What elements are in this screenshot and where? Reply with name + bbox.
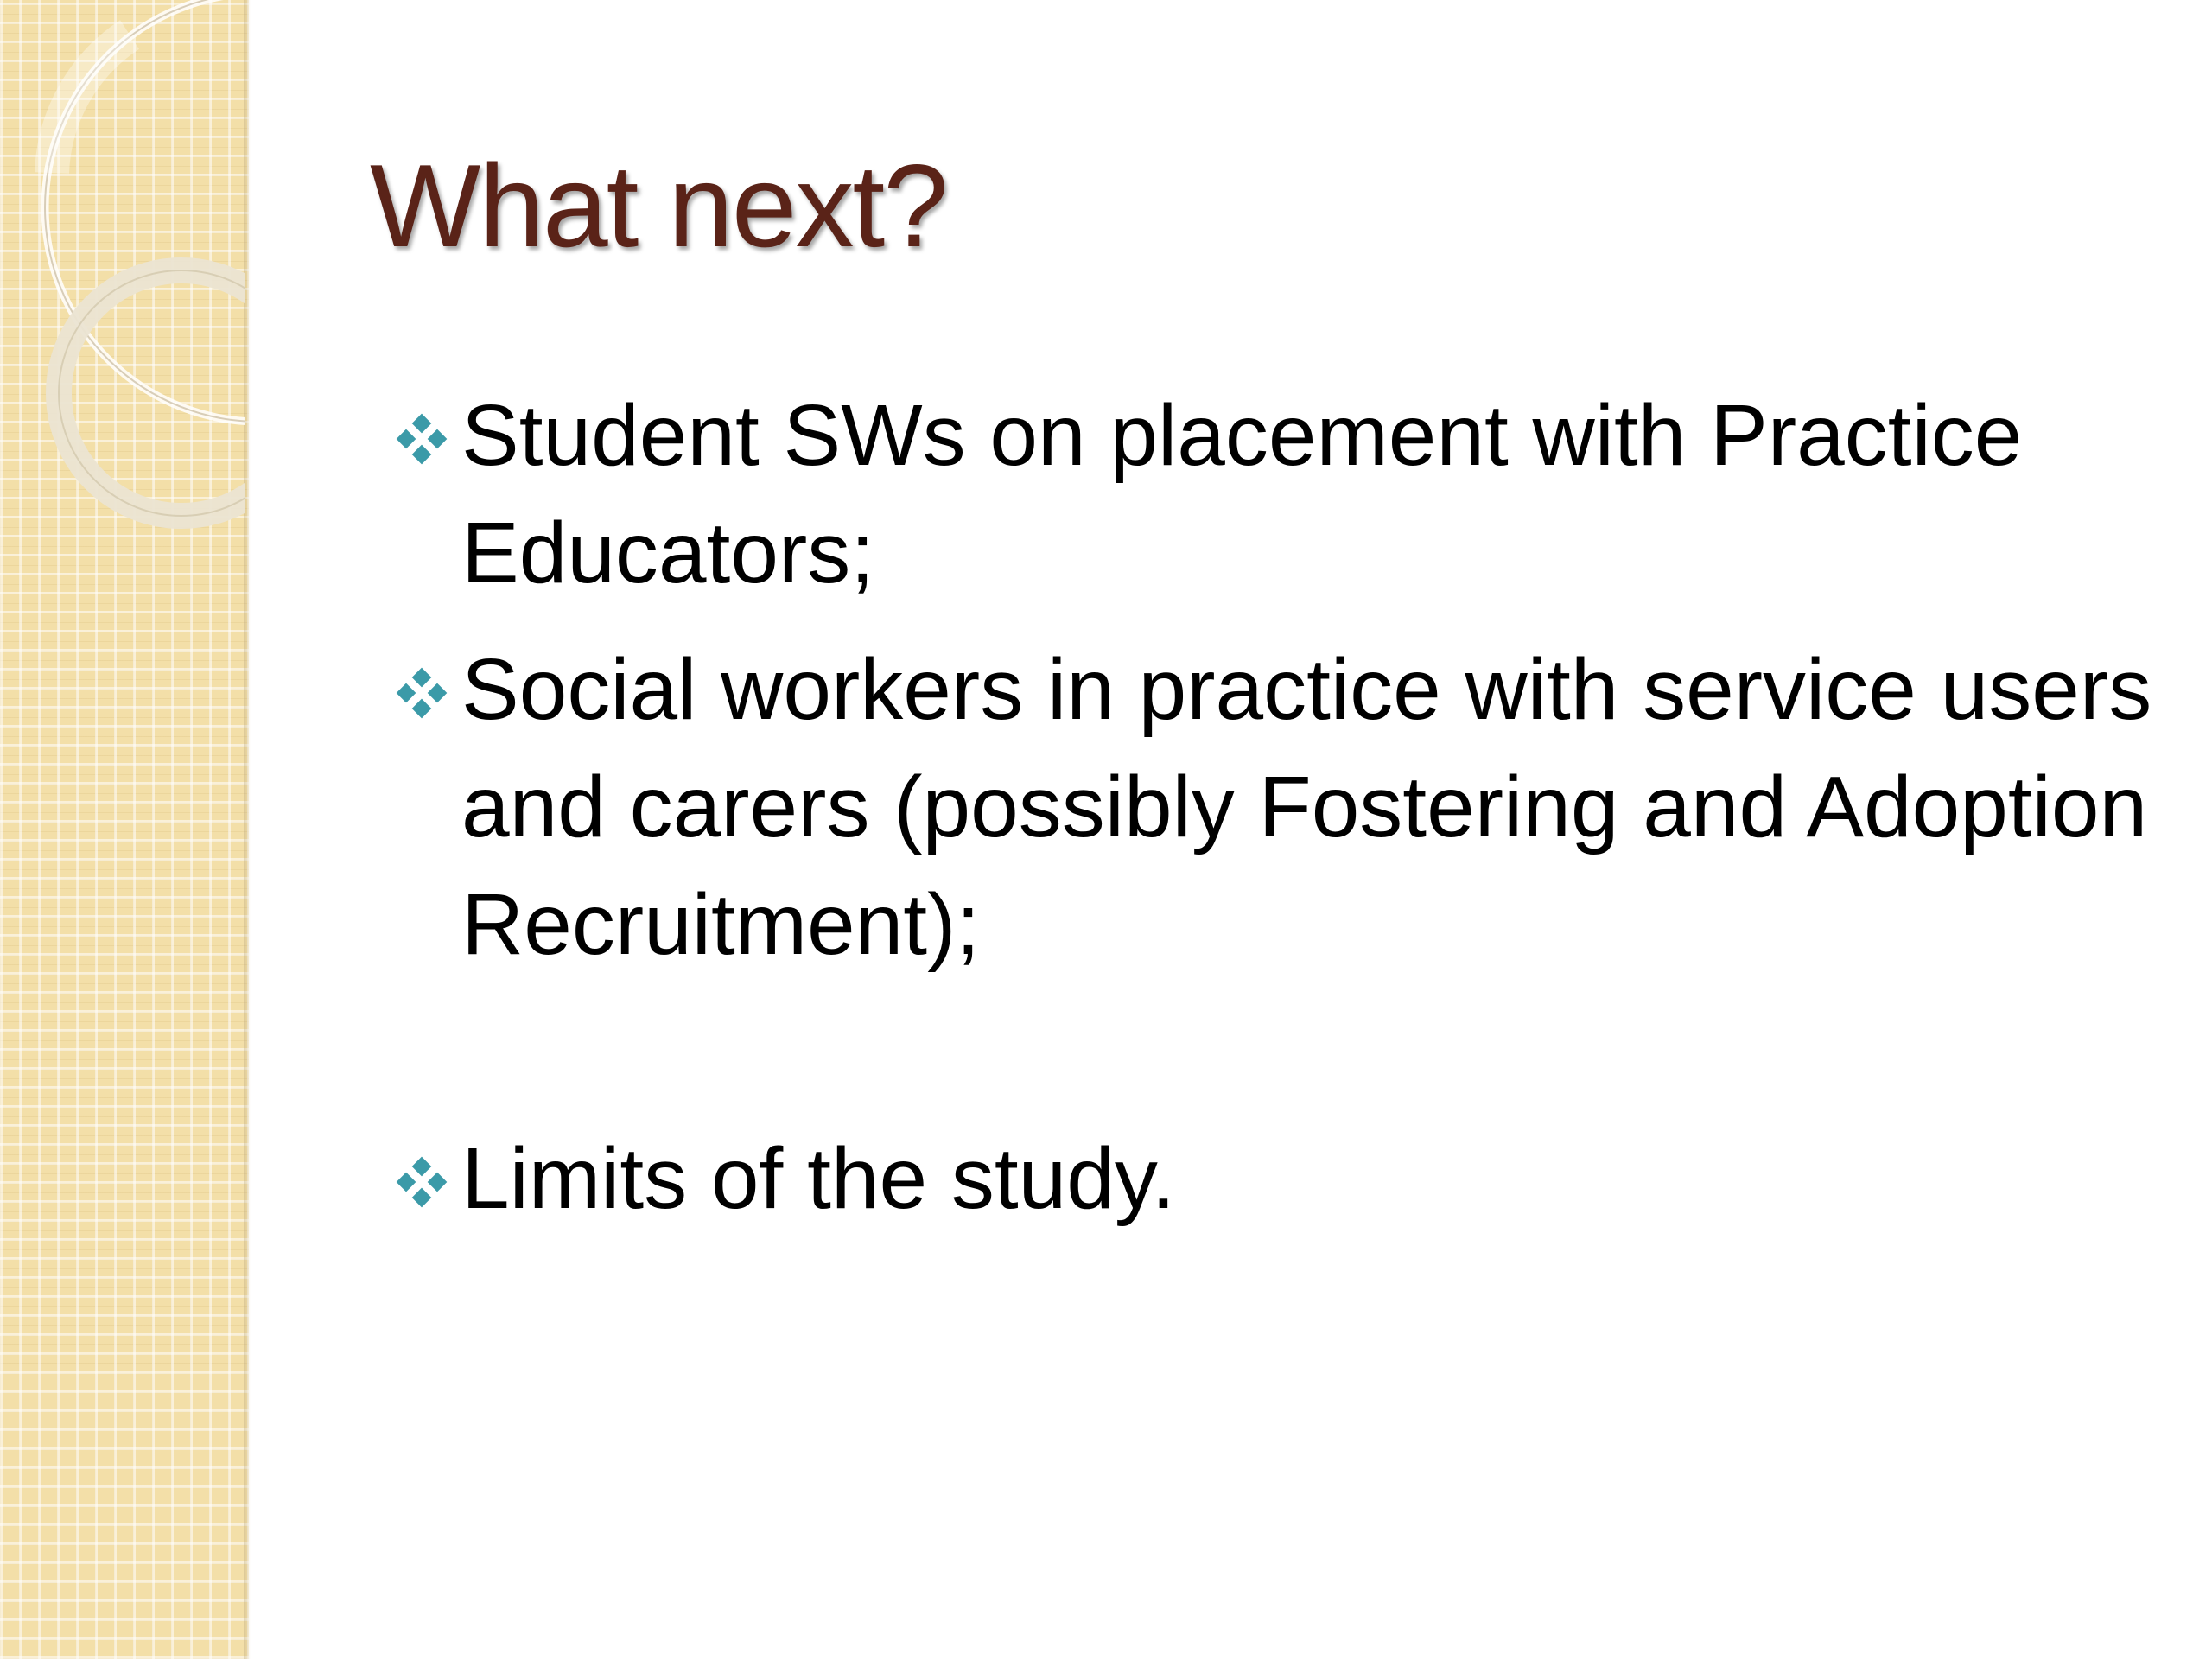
diamond-cluster-bullet-icon [394,411,449,467]
bullet-item-social-workers [394,631,2157,983]
overlapping-rings-decoration [0,0,259,553]
slide-title: What next? [370,140,947,271]
diamond-cluster-bullet-icon [394,1154,449,1210]
diamond-cluster-bullet-icon [394,665,449,721]
bullet-text: Student SWs on placement with Practice Educators; [461,387,2023,601]
bullet-text: Limits of the study. [461,1130,1176,1227]
bullet-text: Social workers in practice with service users and carers (possibly Fostering and Adoption Recruitment); [461,641,2152,973]
bullet-item-placement [394,377,2157,612]
bullet-item-limits [394,1120,2157,1237]
bullet-list [394,377,2157,1256]
